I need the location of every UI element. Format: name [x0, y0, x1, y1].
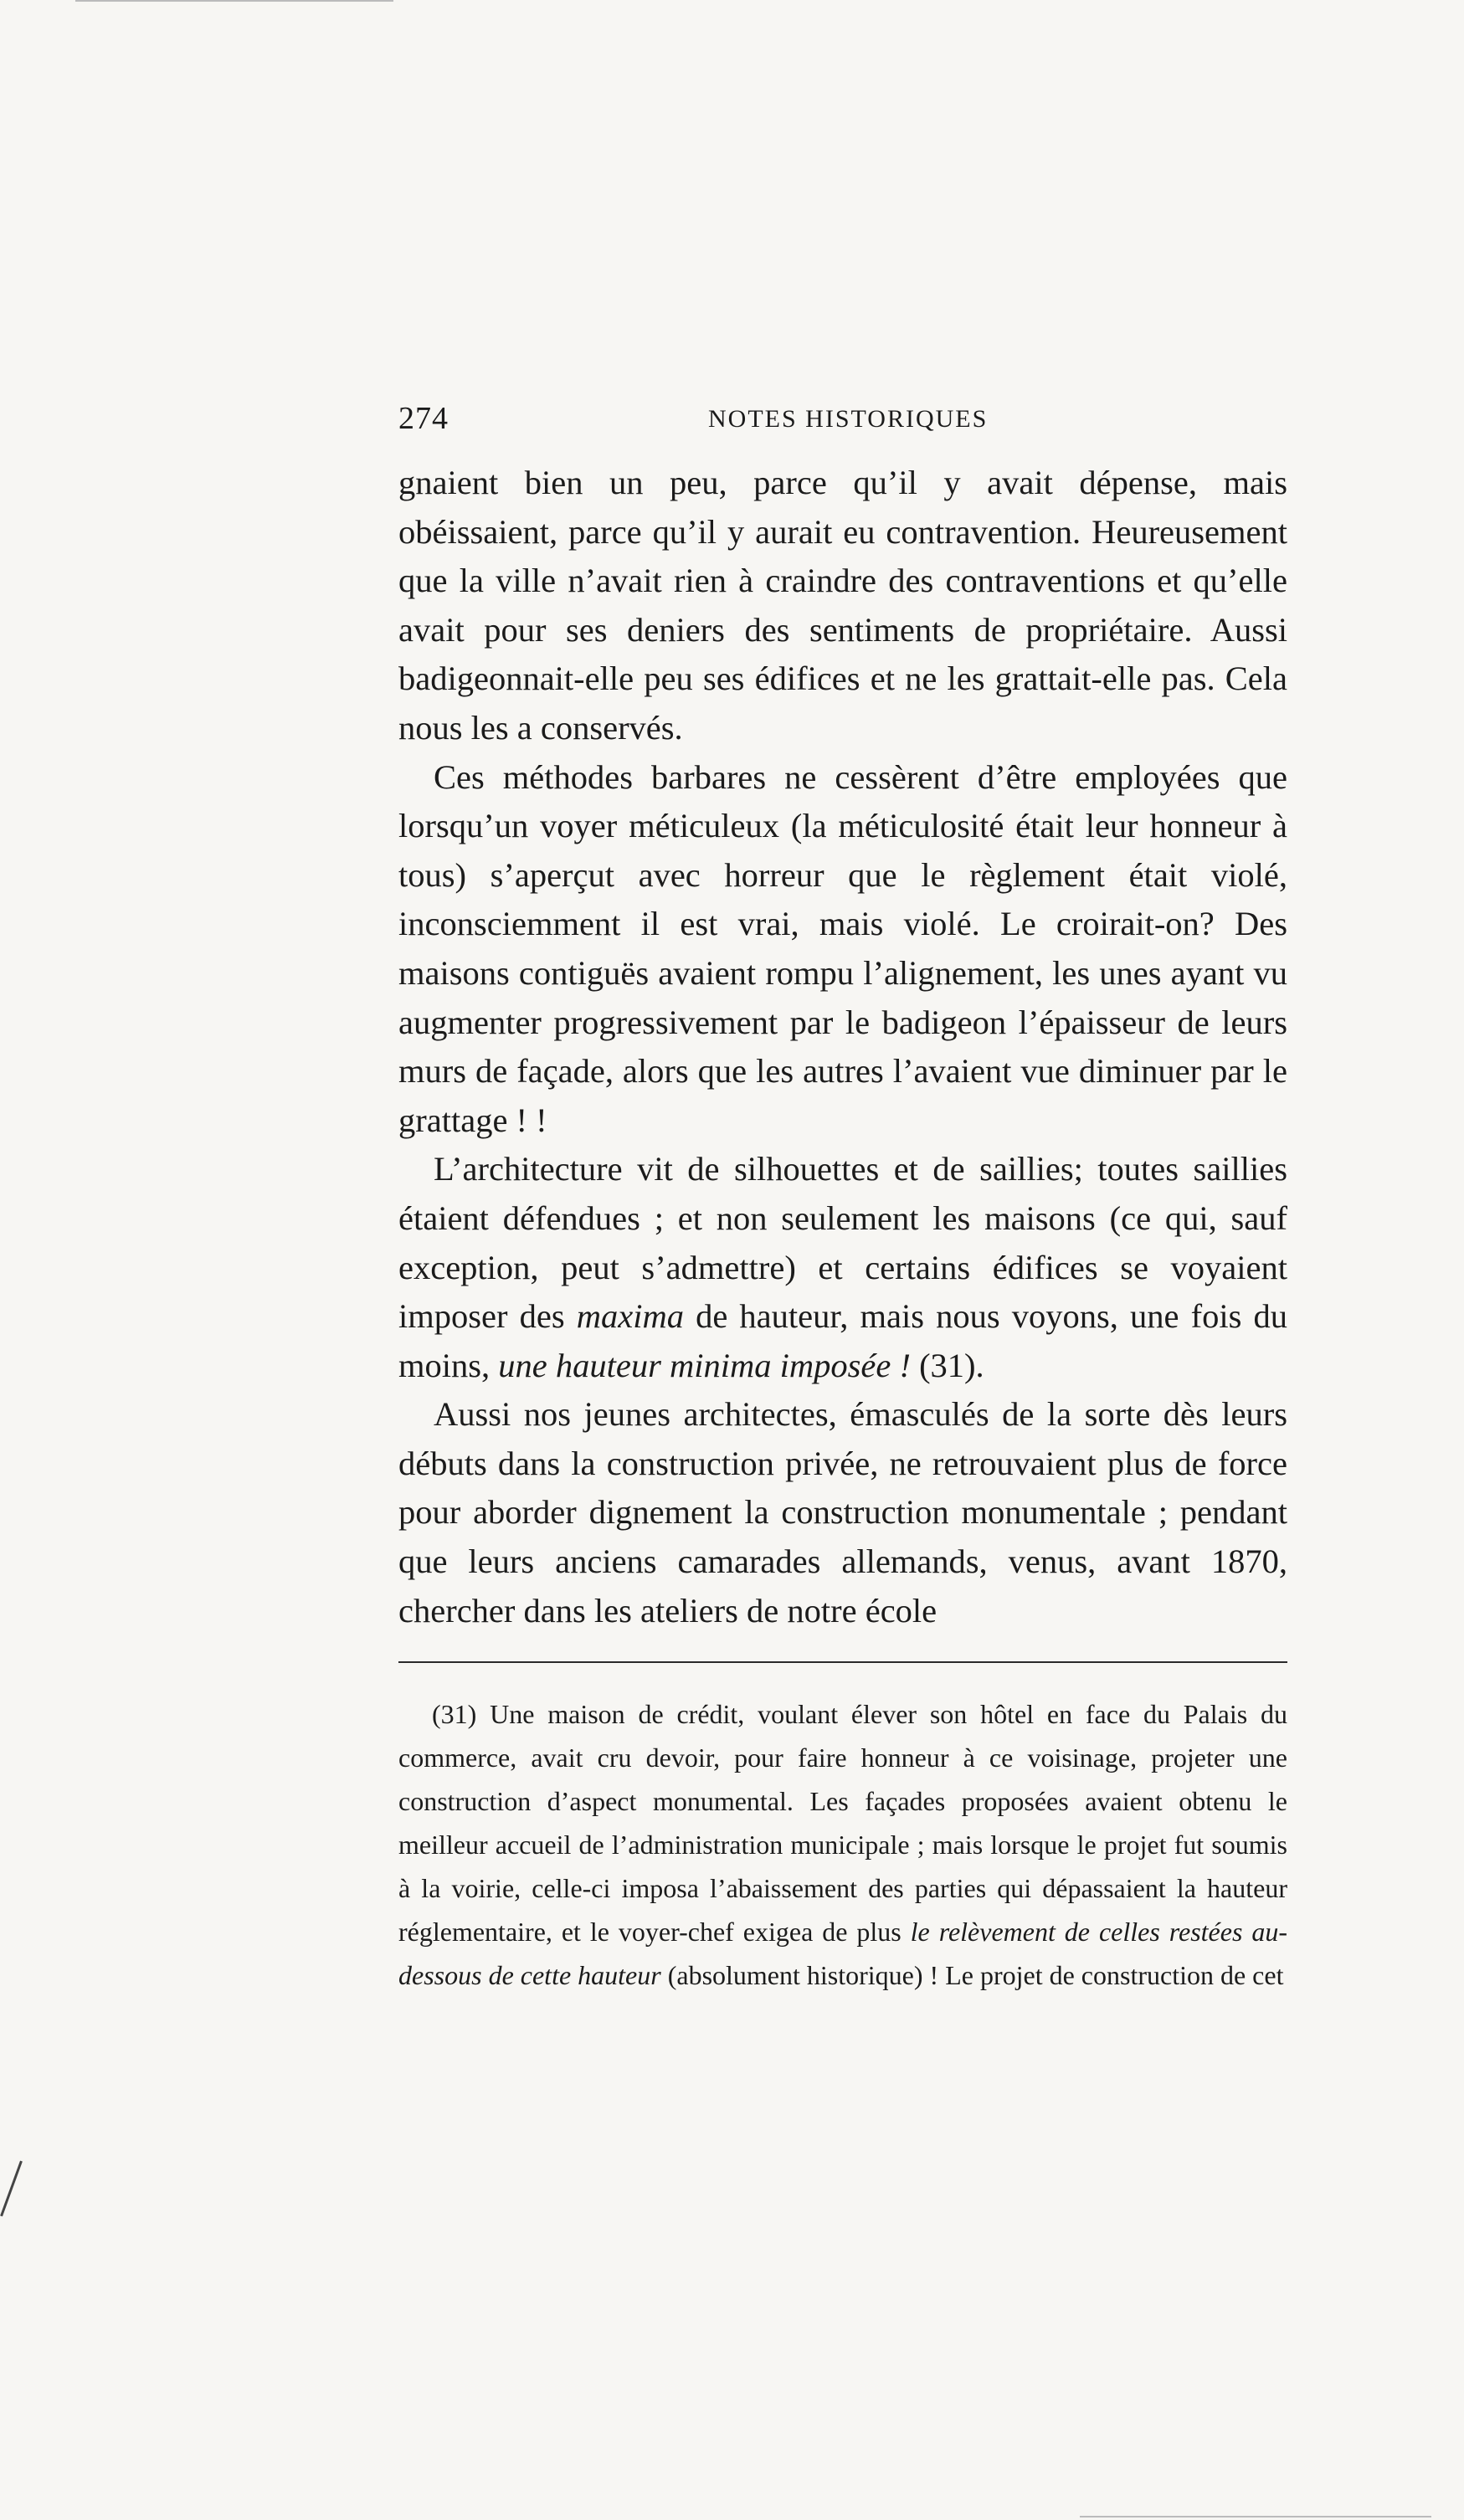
paragraph-3-text-b: de hauteur, mais nous voyons, une fois du moins,: [398, 1297, 1287, 1384]
footnote-reference: (31).: [910, 1346, 984, 1384]
page-number: 274: [398, 401, 449, 436]
scan-mark-bottom: [1080, 2516, 1431, 2517]
paragraph-4: [398, 1390, 1287, 1635]
footnote-31: [398, 1692, 1287, 1997]
paragraph-1: [398, 459, 1287, 753]
scan-mark-top: [75, 0, 393, 2]
footnote-31-italic: le relèvement de celles restées au-dessous de cette hauteur: [398, 1917, 1288, 1990]
paragraph-3-italic-minima: une hauteur minima imposée !: [498, 1346, 911, 1384]
paragraph-3: [398, 1145, 1287, 1390]
paragraph-1-text: gnaient bien un peu, parce qu’il y avait dépense, mais obéissaient, parce qu’il y aurait eu contravention. Heureusement que la ville n’avait rien à craindre des contraventions et qu’elle avait pour ses deniers des sentiments de propriétaire. Aussi badigeonnait-elle peu ses édifices et ne les grattait-elle pas. Cela nous les a conservés.: [398, 464, 1287, 747]
paragraph-2-text: Ces méthodes barbares ne cessèrent d’être employées que lorsqu’un voyer méticuleux (la méticulosité était leur honneur à tous) s’aperçut avec horreur que le règlement était violé, inconsciemment il est vrai, mais violé. Le croirait-on? Des maisons contiguës avaient rompu l’alignement, les unes ayant vu augmenter progressivement par le badigeon l’épaisseur de leurs murs de façade, alors que les autres l’avaient vue diminuer par le grattage ! !: [398, 757, 1287, 1139]
footnote-31-text-b: (absolument historique) ! Le projet de construction de cet: [660, 1960, 1284, 1990]
footnotes: [398, 1692, 1287, 1997]
paragraph-3-italic-maxima: maxima: [576, 1297, 684, 1336]
paragraph-4-text: Aussi nos jeunes architectes, émasculés de la sorte dès leurs débuts dans la construction privée, ne retrouvaient plus de force pour aborder dignement la construction monumentale ; pendant que leurs anciens camarades allemands, venus, avant 1870, chercher dans les ateliers de notre école: [398, 1395, 1287, 1630]
footnote-divider: [398, 1661, 1287, 1663]
paragraph-3-text-a: L’architecture vit de silhouettes et de saillies; toutes saillies étaient défendues ; et non seulement les maisons (ce qui, sauf exception, peut s’admettre) et certains édifices se voyaient imposer des: [398, 1150, 1287, 1336]
page-header: [398, 400, 1286, 450]
scan-mark-left: [0, 2161, 23, 2217]
running-head: NOTES HISTORIQUES: [708, 405, 989, 433]
footnote-31-text-a: (31) Une maison de crédit, voulant élever son hôtel en face du Palais du commerce, avait cru devoir, pour faire honneur à ce voisinage, projeter une construction d’aspect monumental. Les façades proposées avaient obtenu le meilleur accueil de l’administration municipale ; mais lorsque le projet fut soumis à la voirie, celle-ci imposa l’abaissement des parties qui dépassaient la hauteur réglementaire, et le voyer-chef exigea de plus: [398, 1699, 1287, 1947]
body-text: [398, 459, 1287, 1635]
paragraph-2: [398, 753, 1287, 1146]
